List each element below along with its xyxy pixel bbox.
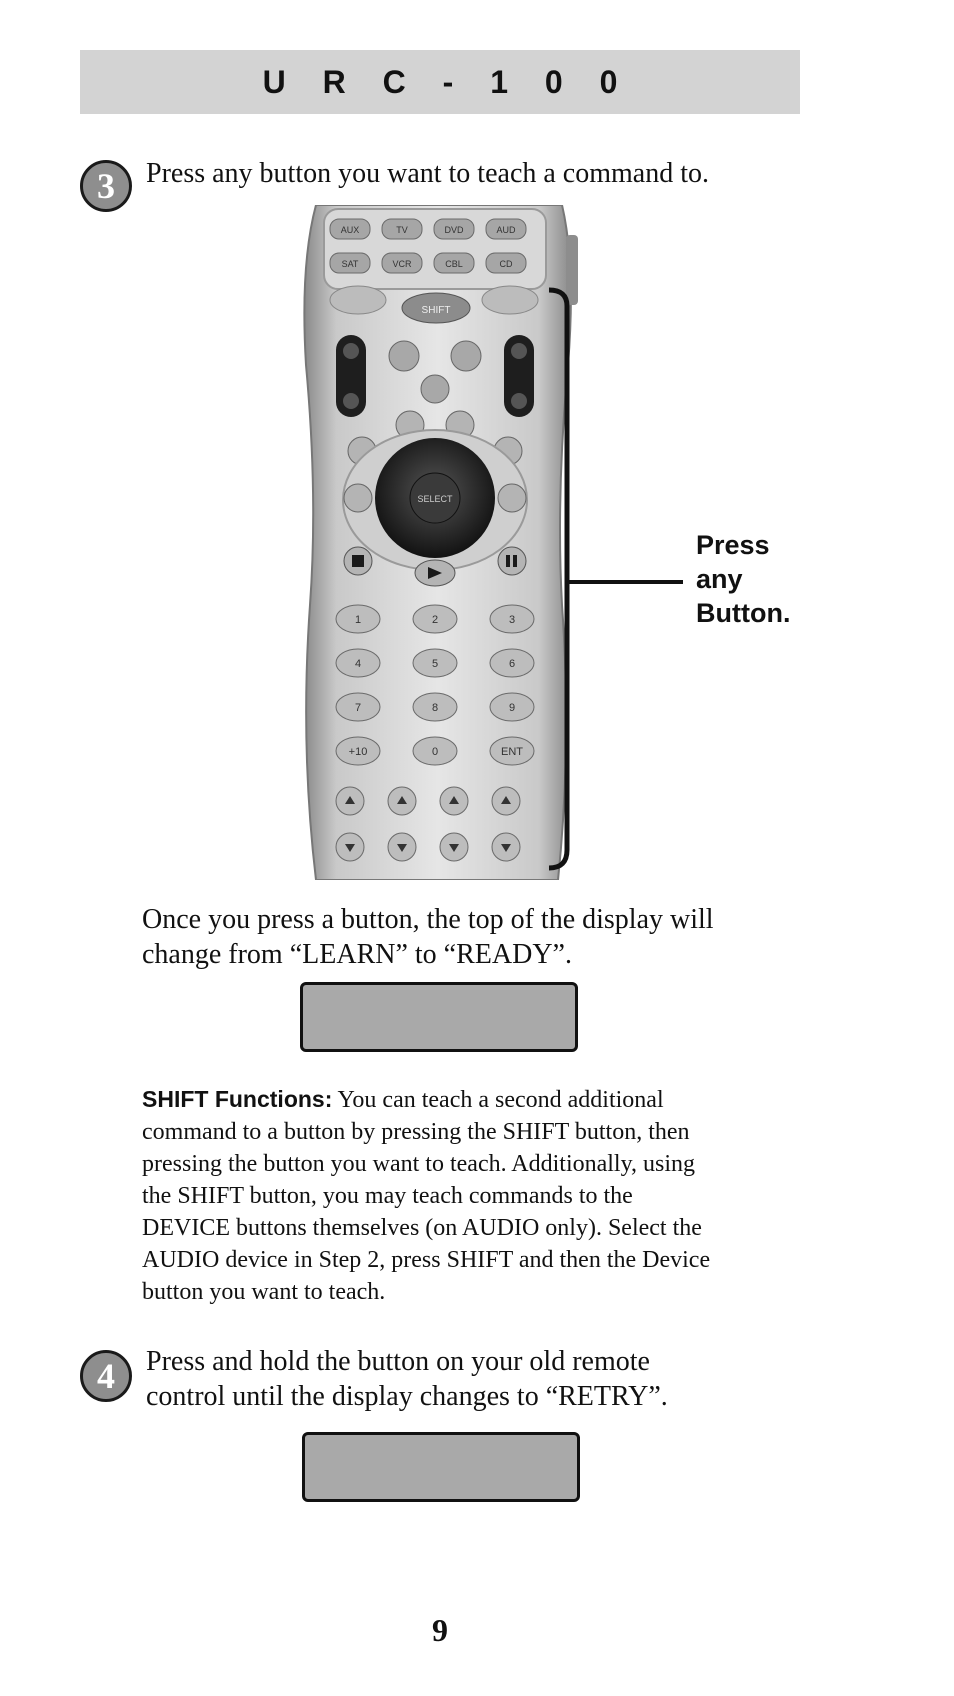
remote-device-button <box>434 219 474 239</box>
shift-functions-line-3: pressing the button you want to teach. Additionally, using <box>142 1151 696 1177</box>
remote-digit-label: 5 <box>431 658 439 670</box>
remote-digit-label: +10 <box>348 746 368 758</box>
page-number: 9 <box>432 1612 448 1648</box>
step-4-line-1: Press and hold the button on your old remote <box>146 1346 650 1377</box>
header-bar <box>80 50 800 114</box>
step-3-text: Press any button you want to teach a command to. <box>146 158 709 189</box>
remote-arrow-button <box>492 833 520 861</box>
header-title: U R C - 1 0 0 <box>262 63 632 100</box>
remote-digit-button <box>336 737 380 765</box>
after-press-line-2: change from “LEARN” to “READY”. <box>142 939 572 970</box>
remote-device-button <box>486 219 526 239</box>
remote-control-image <box>300 205 590 880</box>
remote-device-button <box>330 253 370 273</box>
remote-device-button-label: VCR <box>392 259 412 269</box>
lcd-display-ready <box>300 982 578 1052</box>
remote-device-button-label: DVD <box>444 225 464 235</box>
remote-digit-button <box>490 649 534 677</box>
shift-functions-heading: SHIFT Functions: <box>142 1086 333 1112</box>
callout-line-3: Button. <box>696 598 791 628</box>
shift-functions-line-1: You can teach a second additional <box>332 1087 664 1113</box>
remote-device-button-label: SAT <box>341 259 359 269</box>
remote-digit-label: 3 <box>508 614 516 626</box>
remote-digit-label: 6 <box>508 658 516 670</box>
remote-device-button-label: TV <box>396 225 408 235</box>
remote-digit-label: 0 <box>431 746 439 758</box>
remote-device-button <box>330 219 370 239</box>
remote-arrow-button <box>440 833 468 861</box>
remote-digit-button <box>413 605 457 633</box>
remote-digit-label: 1 <box>354 614 362 626</box>
remote-device-button-label: CBL <box>445 259 463 269</box>
remote-device-button-label: AUD <box>496 225 516 235</box>
shift-functions-paragraph <box>142 1083 710 1308</box>
after-press-paragraph <box>142 902 714 972</box>
remote-digit-button <box>336 605 380 633</box>
remote-digit-label: ENT <box>501 746 523 758</box>
shift-functions-line-6: AUDIO device in Step 2, press SHIFT and then the Device <box>142 1247 711 1273</box>
callout-line-1: Press <box>696 530 770 560</box>
remote-arrow-button <box>336 787 364 815</box>
step-4-line-2: control until the display changes to “RETRY”. <box>146 1381 668 1412</box>
shift-functions-line-5: DEVICE buttons themselves (on AUDIO only). Select the <box>142 1215 702 1241</box>
remote-digit-button <box>413 649 457 677</box>
shift-functions-line-2: command to a button by pressing the SHIFT button, then <box>142 1119 690 1145</box>
remote-device-button <box>382 219 422 239</box>
remote-arrow-button <box>492 787 520 815</box>
after-press-line-1: Once you press a button, the top of the display will <box>142 904 714 935</box>
remote-digit-button <box>413 693 457 721</box>
remote-digit-label: 9 <box>508 702 516 714</box>
remote-device-button <box>434 253 474 273</box>
remote-arrow-button <box>440 787 468 815</box>
remote-shift-label: SHIFT <box>421 305 451 316</box>
remote-digit-button <box>336 649 380 677</box>
remote-arrow-button <box>388 833 416 861</box>
remote-arrow-button <box>336 833 364 861</box>
remote-digit-label: 2 <box>431 614 439 626</box>
remote-select-label: SELECT <box>417 494 453 504</box>
remote-device-button-label: CD <box>499 259 513 269</box>
remote-illustration <box>300 205 590 880</box>
remote-digit-button <box>490 693 534 721</box>
lcd-display-retry <box>302 1432 580 1502</box>
callout-line-2: any <box>696 564 743 594</box>
shift-functions-line-4: the SHIFT button, you may teach commands to the <box>142 1183 633 1209</box>
remote-digit-button <box>490 605 534 633</box>
step-4-badge: 4 <box>80 1350 132 1402</box>
remote-arrow-button <box>388 787 416 815</box>
remote-digit-button <box>490 737 534 765</box>
remote-device-button-label: AUX <box>340 225 360 235</box>
remote-digit-label: 7 <box>354 702 362 714</box>
press-any-button-callout <box>696 528 790 630</box>
step-4-text <box>146 1344 668 1414</box>
remote-digit-label: 4 <box>354 658 362 670</box>
shift-functions-line-7: button you want to teach. <box>142 1279 386 1305</box>
remote-digit-button <box>413 737 457 765</box>
step-3-badge: 3 <box>80 160 132 212</box>
remote-device-button <box>486 253 526 273</box>
remote-device-button <box>382 253 422 273</box>
remote-digit-label: 8 <box>431 702 439 714</box>
remote-digit-button <box>336 693 380 721</box>
